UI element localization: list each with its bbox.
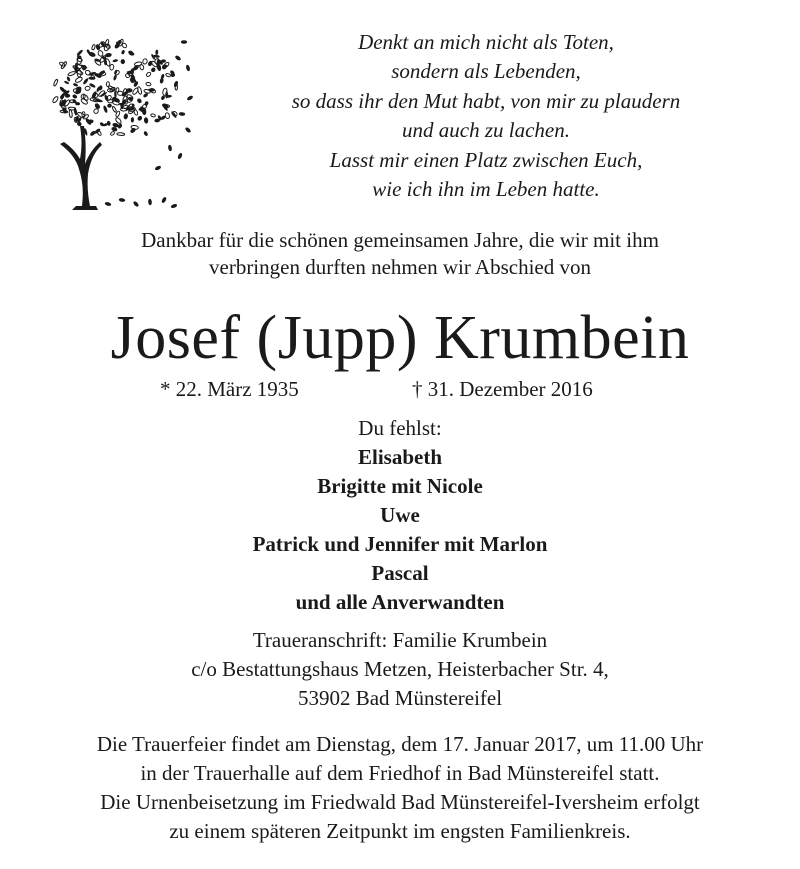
- falling-leaf: [161, 196, 167, 203]
- death-date: † 31. Dezember 2016: [412, 377, 593, 401]
- intro-line: verbringen durften nehmen wir Abschied von: [209, 255, 591, 279]
- falling-leaf: [184, 127, 191, 134]
- family-member: Patrick und Jennifer mit Marlon: [252, 532, 548, 556]
- leaf: [68, 71, 76, 77]
- leaf: [123, 113, 128, 120]
- leaf: [165, 73, 171, 78]
- ceremony-line: Die Urnenbeisetzung im Friedwald Bad Münstereifel-Iversheim erfolgt: [100, 790, 700, 814]
- ceremony-line: Die Trauerfeier findet am Dienstag, dem 17. Januar 2017, um 11.00 Uhr: [96, 732, 704, 756]
- falling-leaf: [177, 152, 183, 159]
- family-member: Brigitte mit Nicole: [317, 474, 483, 498]
- deceased-name: Josef (Jupp) Krumbein: [110, 304, 690, 372]
- falling-leaf: [104, 201, 111, 206]
- leaf: [112, 106, 117, 113]
- leaf: [132, 87, 139, 95]
- leaf: [95, 44, 100, 51]
- leaf: [112, 59, 118, 63]
- birth-date: * 22. März 1935: [160, 377, 299, 401]
- leaf: [91, 44, 95, 50]
- leaf: [97, 50, 103, 57]
- poem-line: und auch zu lachen.: [402, 118, 570, 143]
- poem-line: Lasst mir einen Platz zwischen Euch,: [329, 147, 643, 172]
- falling-leaf: [179, 112, 186, 116]
- address-line: Traueranschrift: Familie Krumbein: [252, 628, 548, 652]
- leaf: [146, 72, 152, 78]
- falling-leaf: [133, 200, 140, 207]
- ceremony-line: in der Trauerhalle auf dem Friedhof in Bad Münstereifel statt.: [140, 761, 660, 785]
- leaf: [144, 117, 149, 124]
- family-member: und alle Anverwandten: [295, 590, 505, 614]
- leaf: [76, 49, 84, 56]
- ceremony-info: [0, 730, 800, 846]
- falling-leaf: [181, 40, 187, 44]
- falling-leaf: [174, 55, 181, 62]
- leaf: [114, 70, 120, 76]
- leaf: [136, 98, 142, 104]
- leaf: [129, 127, 136, 134]
- leaf: [137, 115, 143, 122]
- leaf: [118, 91, 123, 95]
- leaf: [82, 77, 89, 85]
- leaf: [75, 69, 83, 75]
- ceremony-line: zu einem späteren Zeitpunkt im engsten Familienkreis.: [169, 819, 631, 843]
- leaf: [150, 67, 156, 73]
- leaf: [165, 112, 170, 119]
- falling-leaf: [185, 64, 190, 71]
- address-line: 53902 Bad Münstereifel: [297, 686, 503, 710]
- windblown-tree-icon: [38, 28, 198, 218]
- leaf: [66, 76, 71, 82]
- falling-leaf: [148, 199, 152, 206]
- leaf: [131, 117, 134, 123]
- address-line: c/o Bestattungshaus Metzen, Heisterbacher Str. 4,: [191, 657, 609, 681]
- leaf: [134, 109, 139, 115]
- family-lead: Du fehlst:: [358, 416, 442, 440]
- tree-leaves: [52, 39, 194, 209]
- leaf: [150, 113, 155, 117]
- poem-line: sondern als Lebenden,: [391, 59, 581, 84]
- leaf: [72, 94, 78, 100]
- poem-line: so dass ihr den Mut habt, von mir zu plaudern: [291, 88, 681, 113]
- family-member: Pascal: [371, 561, 429, 585]
- leaf: [117, 132, 125, 135]
- family-member: Uwe: [380, 503, 420, 527]
- leaf: [53, 79, 58, 86]
- leaf: [121, 59, 126, 64]
- falling-leaf: [168, 145, 173, 152]
- falling-leaf: [170, 203, 177, 209]
- leaf: [73, 83, 79, 87]
- leaf: [52, 96, 59, 104]
- family-list: [0, 414, 800, 617]
- leaf: [121, 50, 125, 55]
- leaf: [109, 64, 114, 70]
- leaf: [110, 131, 115, 136]
- life-dates: [0, 375, 800, 405]
- leaf: [85, 86, 91, 91]
- leaf: [105, 43, 111, 49]
- leaf: [107, 104, 112, 108]
- intro-line: Dankbar für die schönen gemeinsamen Jahre, die wir mit ihm: [141, 228, 659, 252]
- falling-leaf: [186, 95, 193, 101]
- mourning-address: [0, 626, 800, 713]
- falling-leaf: [119, 198, 126, 203]
- leaf: [142, 58, 147, 64]
- poem-line: wie ich ihn im Leben hatte.: [372, 177, 600, 202]
- falling-leaf: [154, 165, 161, 171]
- poem-line: Denkt an mich nicht als Toten,: [358, 30, 614, 54]
- intro-text: [0, 227, 800, 281]
- leaf: [155, 50, 158, 55]
- leaf: [146, 82, 152, 86]
- poem: [210, 28, 762, 204]
- leaf: [143, 130, 149, 136]
- leaf: [69, 110, 73, 118]
- family-member: Elisabeth: [357, 445, 443, 469]
- falling-leaf: [173, 80, 179, 87]
